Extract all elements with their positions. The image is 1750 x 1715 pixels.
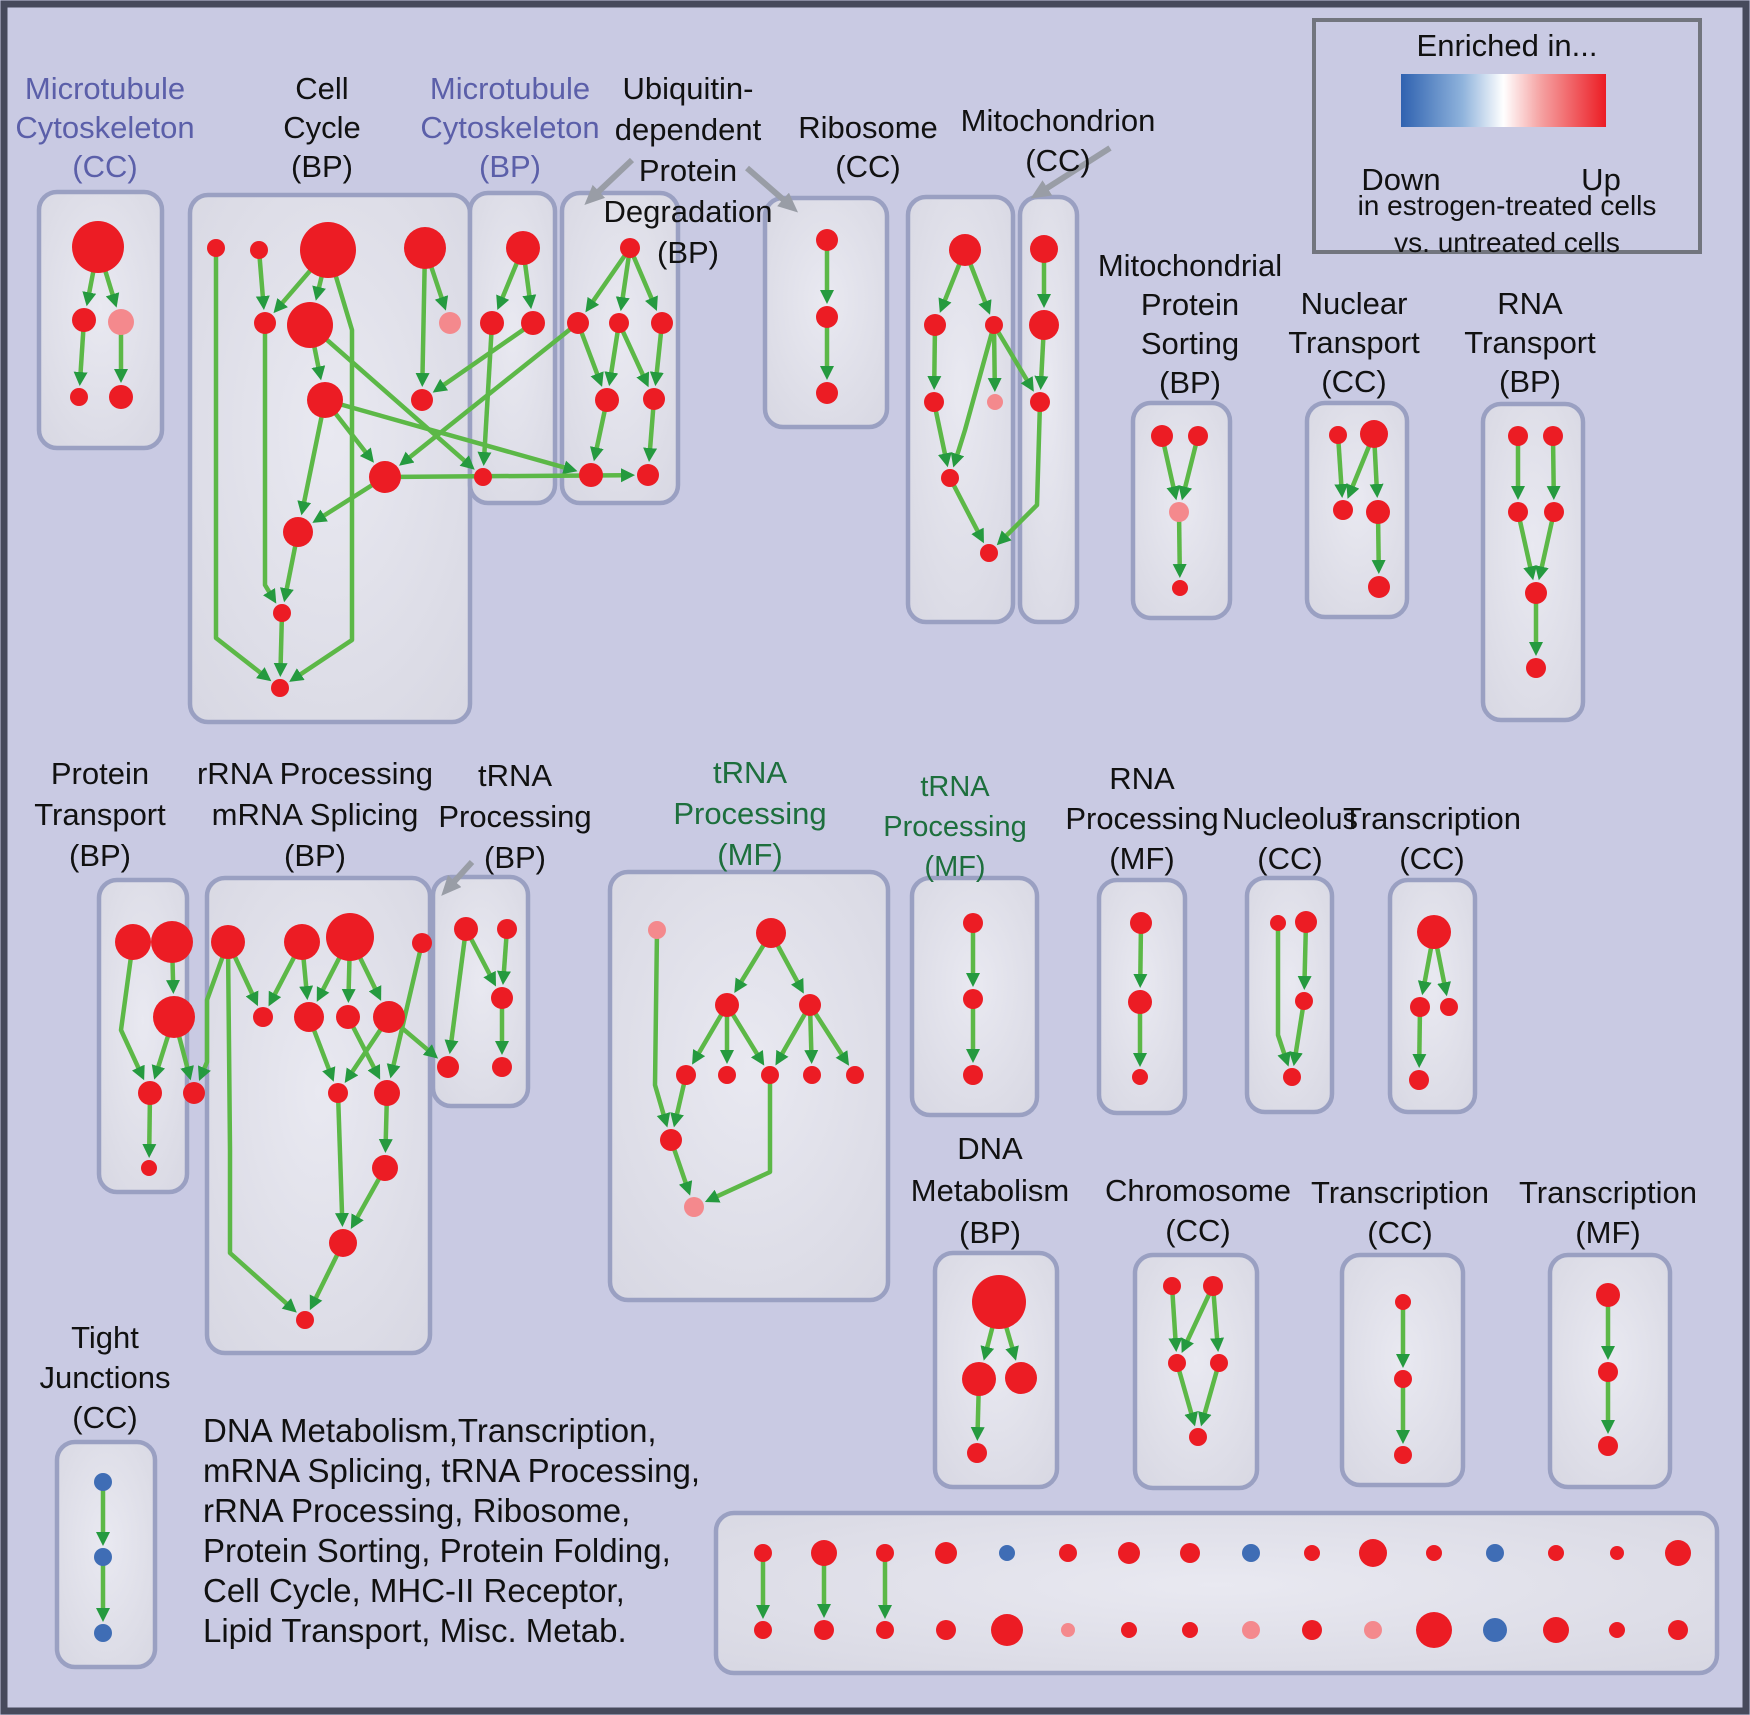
go-term-node-X4b — [936, 1620, 956, 1640]
go-term-node-X16b — [1668, 1620, 1688, 1640]
go-term-node-N8 — [846, 1066, 864, 1084]
legend-box — [1312, 18, 1702, 258]
cluster-label-nucleartransport: Nuclear Transport (CC) — [1288, 286, 1420, 399]
go-term-node-D1 — [620, 238, 640, 258]
go-term-node-B6 — [287, 302, 333, 348]
go-term-node-G3 — [1030, 392, 1050, 412]
go-term-node-X4t — [935, 1542, 957, 1564]
go-term-node-Q1 — [1270, 915, 1286, 931]
go-term-node-N4 — [676, 1065, 696, 1085]
cluster-box-miscgrid — [716, 1513, 1717, 1673]
cluster-label-proteintransport: Protein Transport (BP) — [34, 756, 166, 873]
go-term-node-H2 — [1188, 426, 1208, 446]
go-term-node-L4 — [412, 933, 432, 953]
go-term-node-L3 — [326, 913, 374, 961]
go-term-node-F7 — [980, 544, 998, 562]
go-term-node-L10 — [374, 1080, 400, 1106]
go-term-node-J5 — [1525, 582, 1547, 604]
go-term-node-M1 — [454, 917, 478, 941]
go-term-node-X10b — [1302, 1620, 1322, 1640]
cluster-label-dnametab: DNA Metabolism (BP) — [910, 1131, 1070, 1250]
go-term-node-L5 — [253, 1007, 273, 1027]
go-term-node-X5b — [991, 1614, 1023, 1646]
go-term-node-X5t — [999, 1545, 1015, 1561]
go-term-node-P3 — [1132, 1069, 1148, 1085]
go-term-node-X3t — [876, 1544, 894, 1562]
go-term-node-Q3 — [1295, 992, 1313, 1010]
misc-text-line: rRNA Processing, Ribosome, — [203, 1492, 631, 1529]
misc-category-text — [203, 1411, 700, 1651]
go-term-node-A5 — [109, 385, 133, 409]
go-term-node-F6 — [941, 469, 959, 487]
cluster-label-ribosome: Ribosome (CC) — [798, 110, 938, 184]
go-term-node-W3 — [94, 1624, 112, 1642]
cluster-box-nucleartransport — [1307, 403, 1407, 617]
go-term-node-D5 — [595, 388, 619, 412]
go-term-node-X2t — [811, 1540, 837, 1566]
misc-text-line: mRNA Splicing, tRNA Processing, — [203, 1452, 701, 1489]
go-term-node-M4 — [437, 1056, 459, 1078]
go-term-node-D3 — [609, 313, 629, 333]
go-term-node-N0 — [648, 921, 666, 939]
go-term-node-F1 — [949, 234, 981, 266]
go-term-node-S4 — [967, 1443, 987, 1463]
go-term-node-G1 — [1030, 235, 1058, 263]
go-term-node-B7 — [439, 312, 461, 334]
go-term-node-P1 — [1130, 912, 1152, 934]
go-term-node-V1 — [1596, 1283, 1620, 1307]
go-term-node-I1 — [1329, 426, 1347, 444]
go-term-node-X14t — [1548, 1545, 1564, 1561]
misc-text-line: Cell Cycle, MHC-II Receptor, — [203, 1572, 625, 1609]
cluster-label-chromosome: Chromosome (CC) — [1104, 1173, 1292, 1248]
go-term-node-N9 — [660, 1129, 682, 1151]
go-term-node-J3 — [1508, 502, 1528, 522]
go-term-node-X7b — [1121, 1622, 1137, 1638]
legend-down-label: Down — [1361, 162, 1441, 197]
go-term-node-H1 — [1151, 425, 1173, 447]
go-term-node-N10 — [684, 1197, 704, 1217]
go-term-node-O1 — [963, 913, 983, 933]
go-term-node-A4 — [70, 388, 88, 406]
cluster-label-trnamf2: tRNA Processing (MF) — [883, 771, 1027, 883]
go-term-node-X7t — [1118, 1542, 1140, 1564]
go-term-node-C4 — [474, 468, 492, 486]
go-term-node-W1 — [94, 1473, 112, 1491]
go-term-node-D8 — [637, 464, 659, 486]
go-term-node-B8 — [307, 382, 343, 418]
go-term-node-X6t — [1059, 1544, 1077, 1562]
go-term-node-J2 — [1543, 426, 1563, 446]
go-term-node-C1 — [506, 231, 540, 265]
go-term-node-X11t — [1359, 1539, 1387, 1567]
go-term-node-X11b — [1364, 1621, 1382, 1639]
cluster-label-transcription_cc_mid: Transcription (CC) — [1342, 801, 1522, 876]
legend-subtext-1: in estrogen-treated cells — [1357, 190, 1657, 221]
go-term-node-A2 — [72, 308, 96, 332]
go-term-node-S2 — [962, 1362, 996, 1396]
go-term-node-E3 — [816, 382, 838, 404]
go-term-node-B9 — [411, 389, 433, 411]
go-term-node-B10 — [369, 461, 401, 493]
go-term-node-H3 — [1169, 502, 1189, 522]
go-term-node-X9t — [1242, 1544, 1260, 1562]
go-term-node-X12t — [1426, 1545, 1442, 1561]
cluster-label-trnamf1: tRNA Processing (MF) — [673, 755, 827, 872]
go-term-node-P2 — [1128, 990, 1152, 1014]
go-term-node-X10t — [1304, 1545, 1320, 1561]
go-term-node-T1 — [1163, 1277, 1181, 1295]
cluster-label-cellcycle: Cell Cycle (BP) — [283, 71, 361, 184]
go-term-node-A3 — [108, 309, 134, 335]
go-term-node-Q4 — [1283, 1068, 1301, 1086]
go-term-node-X6b — [1061, 1623, 1075, 1637]
go-term-node-V3 — [1598, 1436, 1618, 1456]
go-term-node-L2 — [284, 924, 320, 960]
go-term-node-I4 — [1366, 500, 1390, 524]
go-term-node-T2 — [1203, 1276, 1223, 1296]
go-term-node-O2 — [963, 989, 983, 1009]
go-term-node-N3 — [799, 994, 821, 1016]
go-term-node-R1 — [1417, 915, 1451, 949]
go-term-node-B2 — [250, 241, 268, 259]
go-term-node-X8b — [1182, 1622, 1198, 1638]
cluster-label-rnatransport: RNA Transport (BP) — [1464, 286, 1596, 399]
go-term-node-R2 — [1410, 997, 1430, 1017]
legend-up-label: Up — [1581, 162, 1621, 197]
go-term-node-D7 — [579, 463, 603, 487]
go-term-node-W2 — [94, 1548, 112, 1566]
go-term-node-M2 — [497, 919, 517, 939]
cluster-label-rrna: rRNA Processing mRNA Splicing (BP) — [196, 756, 434, 873]
legend-gradient-bar — [1401, 74, 1606, 127]
go-term-node-F5 — [987, 394, 1003, 410]
cluster-box-transcription_cc_mid — [1390, 880, 1475, 1112]
misc-text-line: Lipid Transport, Misc. Metab. — [203, 1612, 627, 1649]
go-term-node-B4 — [404, 227, 446, 269]
cluster-label-mtbp: Microtubule Cytoskeleton (BP) — [420, 71, 600, 184]
cluster-label-transcription_mf: Transcription (MF) — [1518, 1175, 1698, 1250]
go-term-node-R3 — [1440, 998, 1458, 1016]
go-term-node-V2 — [1598, 1362, 1618, 1382]
go-term-node-L11 — [372, 1155, 398, 1181]
go-term-node-M5 — [492, 1057, 512, 1077]
go-term-node-U1 — [1395, 1294, 1411, 1310]
go-term-node-F2 — [924, 314, 946, 336]
legend-subtext-2: vs. untreated cells — [1394, 227, 1620, 258]
go-term-node-D6 — [643, 388, 665, 410]
go-term-node-X3b — [876, 1621, 894, 1639]
go-term-node-K1 — [115, 924, 151, 960]
go-term-node-X13b — [1483, 1618, 1507, 1642]
go-term-node-U3 — [1394, 1446, 1412, 1464]
go-term-node-X13t — [1486, 1544, 1504, 1562]
go-term-node-U2 — [1394, 1370, 1412, 1388]
go-term-node-D4 — [651, 312, 673, 334]
go-term-node-J1 — [1508, 426, 1528, 446]
go-term-node-X1b — [754, 1621, 772, 1639]
go-term-node-H4 — [1172, 580, 1188, 596]
go-term-node-X9b — [1242, 1621, 1260, 1639]
cluster-label-transcription_cc_bot: Transcription (CC) — [1310, 1175, 1490, 1250]
go-term-node-B3 — [300, 222, 356, 278]
go-term-node-T5 — [1189, 1428, 1207, 1446]
go-term-node-I3 — [1333, 500, 1353, 520]
go-term-node-L12 — [329, 1229, 357, 1257]
go-term-node-B1 — [207, 239, 225, 257]
go-term-node-C3 — [521, 311, 545, 335]
go-term-node-B12 — [273, 604, 291, 622]
go-term-node-K3 — [153, 996, 195, 1038]
go-term-node-N5 — [718, 1066, 736, 1084]
cluster-label-mtcc: Microtubule Cytoskeleton (CC) — [15, 71, 195, 184]
go-term-node-B11 — [283, 517, 313, 547]
cluster-label-rnaprocmf: RNA Processing (MF) — [1065, 761, 1219, 876]
go-term-node-X15b — [1609, 1622, 1625, 1638]
go-term-node-T3 — [1168, 1354, 1186, 1372]
go-term-node-X16t — [1665, 1540, 1691, 1566]
go-term-node-K6 — [141, 1160, 157, 1176]
go-term-node-K4 — [138, 1081, 162, 1105]
go-term-node-X12b — [1416, 1612, 1452, 1648]
cluster-label-mitochondrion: Mitochondrion (CC) — [960, 103, 1156, 178]
go-term-node-O3 — [963, 1065, 983, 1085]
go-term-node-L1 — [211, 925, 245, 959]
go-term-node-N7 — [803, 1066, 821, 1084]
go-term-node-M3 — [491, 987, 513, 1009]
cluster-label-nucleolus: Nucleolus (CC) — [1221, 801, 1359, 876]
go-term-node-Q2 — [1295, 911, 1317, 933]
go-term-node-J6 — [1526, 658, 1546, 678]
go-term-node-R4 — [1409, 1070, 1429, 1090]
go-term-node-L9 — [328, 1083, 348, 1103]
cluster-box-chromosome — [1135, 1255, 1257, 1488]
go-term-node-G2 — [1029, 310, 1059, 340]
go-term-node-X2b — [814, 1620, 834, 1640]
go-term-node-L8 — [373, 1001, 405, 1033]
go-term-node-K2 — [151, 921, 193, 963]
go-term-node-E2 — [816, 306, 838, 328]
cluster-label-mps: Mitochondrial Protein Sorting (BP) — [1097, 248, 1283, 400]
go-term-node-I5 — [1368, 576, 1390, 598]
go-term-node-F3 — [985, 316, 1003, 334]
cluster-label-tightjunctions: Tight Junctions (CC) — [39, 1320, 171, 1435]
go-term-node-X1t — [754, 1544, 772, 1562]
go-term-node-X15t — [1610, 1546, 1624, 1560]
go-term-node-E1 — [816, 229, 838, 251]
cluster-label-trnabp: tRNA Processing (BP) — [438, 758, 592, 875]
misc-text-line: Protein Sorting, Protein Folding, — [203, 1532, 671, 1569]
go-term-node-K5 — [183, 1082, 205, 1104]
go-term-node-C2 — [480, 311, 504, 335]
go-term-node-T4 — [1210, 1354, 1228, 1372]
go-term-node-F4 — [924, 392, 944, 412]
go-term-node-L7 — [336, 1005, 360, 1029]
go-term-node-A1 — [72, 221, 124, 273]
cluster-label-ubiq1: Ubiquitin-dependent Protein Degradation (BP) — [603, 71, 773, 270]
go-term-node-S3 — [1005, 1362, 1037, 1394]
go-term-node-B13 — [271, 679, 289, 697]
go-term-node-L6 — [294, 1002, 324, 1032]
legend-title: Enriched in... — [1416, 28, 1598, 63]
go-term-node-N6 — [761, 1066, 779, 1084]
go-term-node-N1 — [756, 918, 786, 948]
go-term-node-D2 — [567, 312, 589, 334]
go-term-node-X8t — [1180, 1543, 1200, 1563]
misc-text-line: DNA Metabolism,Transcription, — [203, 1412, 657, 1449]
go-term-node-S1 — [972, 1275, 1026, 1329]
go-term-node-I2 — [1360, 420, 1388, 448]
go-term-node-B5 — [254, 312, 276, 334]
go-term-node-L13 — [296, 1311, 314, 1329]
go-term-node-N2 — [715, 993, 739, 1017]
go-term-node-J4 — [1544, 502, 1564, 522]
go-term-node-X14b — [1543, 1617, 1569, 1643]
